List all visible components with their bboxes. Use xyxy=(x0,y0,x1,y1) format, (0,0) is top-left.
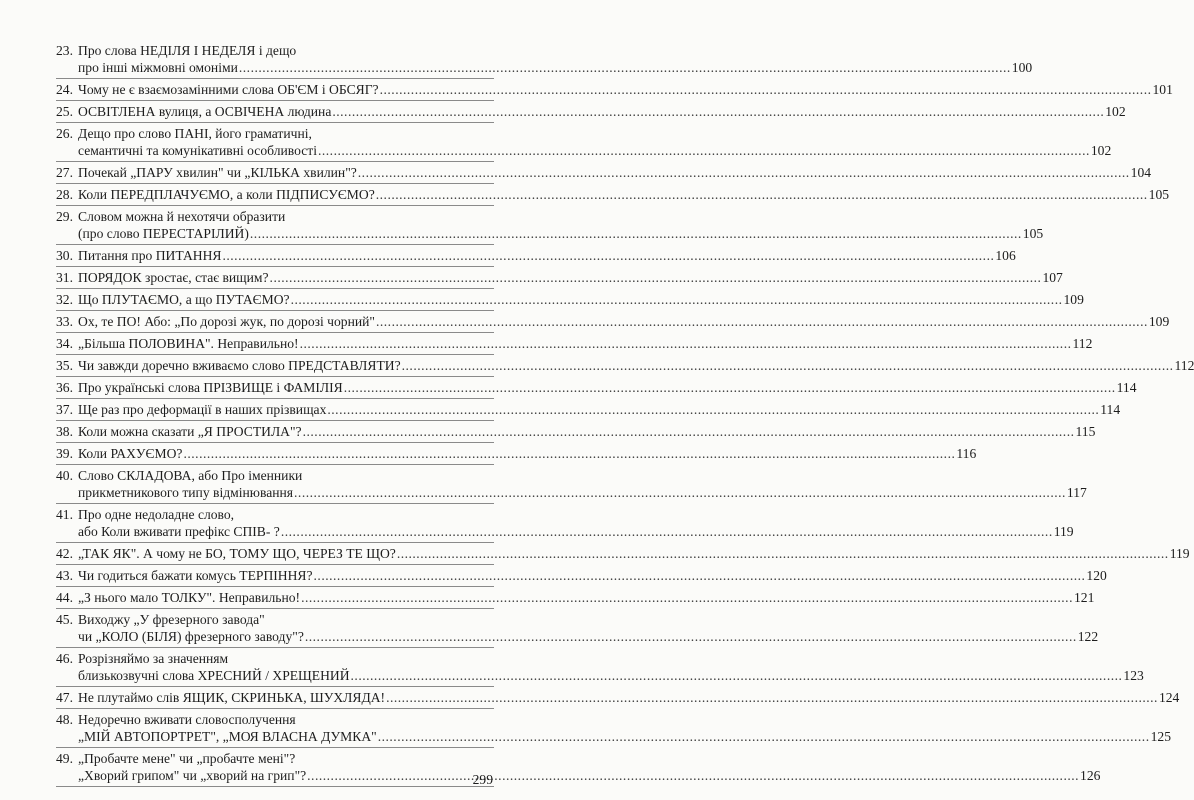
dot-leader xyxy=(378,728,1150,745)
toc-entry-number: 42. xyxy=(56,546,73,561)
toc-entry-page: 112 xyxy=(1072,336,1093,351)
toc-entry-number: 40. xyxy=(56,468,73,483)
dot-leader xyxy=(314,567,1086,584)
toc-entry-number: 37. xyxy=(56,402,73,417)
toc-entry-number: 47. xyxy=(56,690,73,705)
toc-entry-title: Словом можна й нехотячи образити xyxy=(78,209,286,224)
toc-entry-number: 29. xyxy=(56,209,73,224)
toc-entry-line xyxy=(56,247,1016,264)
toc-entry-number: 34. xyxy=(56,336,73,351)
toc-entry-line xyxy=(56,423,1096,440)
toc-entry-title: ОСВІТЛЕНА вулиця, а ОСВІЧЕНА людина xyxy=(78,104,332,119)
toc-entry-line xyxy=(56,186,1170,203)
toc-entry-number: 38. xyxy=(56,424,73,439)
dot-leader xyxy=(397,545,1169,562)
toc-entry-title: близькозвучні слова ХРЕСНИЙ / ХРЕЩЕНИЙ xyxy=(78,668,350,683)
dot-leader xyxy=(344,379,1116,396)
toc-entry-line xyxy=(56,125,494,142)
dot-leader xyxy=(305,628,1077,645)
toc-entry-number: 24. xyxy=(56,82,73,97)
dot-leader xyxy=(376,313,1148,330)
toc-entry-title: Чи годиться бажати комусь ТЕРПІННЯ? xyxy=(78,568,313,583)
toc-entry xyxy=(56,709,1171,748)
toc-entry xyxy=(56,609,1099,648)
toc-entry-page: 101 xyxy=(1152,82,1173,97)
toc-entry xyxy=(56,543,1190,565)
toc-entry-page: 126 xyxy=(1080,768,1101,783)
toc-entry-line xyxy=(56,650,494,667)
dot-leader xyxy=(270,269,1042,286)
toc-entry-page: 115 xyxy=(1075,424,1096,439)
dot-leader xyxy=(351,667,1123,684)
toc-entry-page: 105 xyxy=(1022,226,1044,241)
dot-leader xyxy=(307,767,1079,784)
dot-leader xyxy=(294,484,1066,501)
toc-entry xyxy=(56,184,1170,206)
toc-entry-title: чи „КОЛО (БІЛЯ) фрезерного заводу"? xyxy=(78,629,304,644)
toc-entry-line xyxy=(56,291,1084,308)
toc-entry-number: 23. xyxy=(56,43,73,58)
toc-entry-title: Про слова НЕДІЛЯ І НЕДЕЛЯ і дещо xyxy=(78,43,297,58)
toc-entry xyxy=(56,311,1170,333)
toc-entry-number: 36. xyxy=(56,380,73,395)
toc-entry-page: 121 xyxy=(1073,590,1095,605)
toc-entry-title: „МІЙ АВТОПОРТРЕТ", „МОЯ ВЛАСНА ДУМКА" xyxy=(78,729,377,744)
toc-entry-number: 35. xyxy=(56,358,73,373)
toc-entry-line xyxy=(56,506,494,523)
toc-entry-page: 112 xyxy=(1174,358,1194,373)
dot-leader xyxy=(281,523,1053,540)
toc-entry-line xyxy=(56,767,1101,784)
dot-leader xyxy=(376,186,1148,203)
toc-entry-line xyxy=(56,689,1180,706)
toc-entry-number: 46. xyxy=(56,651,73,666)
toc-entry xyxy=(56,399,1121,421)
toc-entry-title: прикметникового типу відмінювання xyxy=(78,485,294,500)
dot-leader xyxy=(386,689,1158,706)
dot-leader xyxy=(222,247,994,264)
toc-entry-title: Коли РАХУЄМО? xyxy=(78,446,183,461)
toc-entry-page: 114 xyxy=(1100,402,1121,417)
toc-entry xyxy=(56,504,1074,543)
toc-entry xyxy=(56,267,1063,289)
toc-entry-title: Розрізняймо за значенням xyxy=(78,651,229,666)
toc-entry xyxy=(56,101,1126,123)
toc-entry xyxy=(56,687,1180,709)
dot-leader xyxy=(291,291,1063,308)
toc-entry-title: про інші міжмовні омоніми xyxy=(78,60,238,75)
toc-entry-page: 123 xyxy=(1123,668,1144,683)
toc-entry-title: Чи завжди доречно вживаємо слово ПРЕДСТАВЛЯТИ? xyxy=(78,358,401,373)
toc-entry-line xyxy=(56,164,1152,181)
toc-entry xyxy=(56,355,1194,377)
toc-entry-number: 30. xyxy=(56,248,73,263)
toc-entry-page: 107 xyxy=(1042,270,1063,285)
toc-entry-line xyxy=(56,81,1173,98)
dot-leader xyxy=(303,423,1075,440)
toc-entry-line xyxy=(56,357,1194,374)
toc-entry-line xyxy=(56,589,1095,606)
toc-entry xyxy=(56,206,1044,245)
toc-entry-title: (про слово ПЕРЕСТАРІЛИЙ) xyxy=(78,226,249,241)
toc-entry-line xyxy=(56,335,1093,352)
toc-entry-title: Питання про ПИТАННЯ xyxy=(78,248,222,263)
toc-entry-title: або Коли вживати префікс СПІВ- ? xyxy=(78,524,280,539)
toc-entry-line xyxy=(56,401,1121,418)
toc-entry xyxy=(56,648,1144,687)
toc-entry-title: Виходжу „У фрезерного завода" xyxy=(78,612,265,627)
toc-entry xyxy=(56,443,977,465)
dot-leader xyxy=(318,142,1090,159)
dot-leader xyxy=(332,103,1104,120)
toc-entry-title: Дещо про слово ПАНІ, його граматичні, xyxy=(78,126,312,141)
toc-entry-page: 109 xyxy=(1148,314,1170,329)
dot-leader xyxy=(301,589,1073,606)
toc-entry-number: 48. xyxy=(56,712,73,727)
dot-leader xyxy=(183,445,955,462)
toc-entry-line xyxy=(56,711,494,728)
toc-entry-title: Про українські слова ПРІЗВИЩЕ і ФАМІЛІЯ xyxy=(78,380,343,395)
toc-entry-line xyxy=(56,750,494,767)
toc-entry-number: 39. xyxy=(56,446,73,461)
toc-entry-number: 27. xyxy=(56,165,73,180)
toc-entry-line xyxy=(56,379,1137,396)
dot-leader xyxy=(327,401,1099,418)
dot-leader xyxy=(402,357,1174,374)
toc-entry-line xyxy=(56,59,1033,76)
toc-entry xyxy=(56,421,1096,443)
toc-entry-line xyxy=(56,523,1074,540)
toc-entry-line xyxy=(56,103,1126,120)
toc-entry-title: Не плутаймо слів ЯЩИК, СКРИНЬКА, ШУХЛЯДА! xyxy=(78,690,386,705)
toc-entry-page: 120 xyxy=(1086,568,1107,583)
dot-leader xyxy=(358,164,1130,181)
toc-entry-number: 31. xyxy=(56,270,73,285)
toc-entry-number: 28. xyxy=(56,187,73,202)
toc-entry-title: „Більша ПОЛОВИНА". Неправильно! xyxy=(78,336,299,351)
toc-entry-line xyxy=(56,484,1087,501)
toc-entry-number: 41. xyxy=(56,507,73,522)
toc-entry xyxy=(56,79,1173,101)
toc-entry-line xyxy=(56,269,1063,286)
toc-entry-line xyxy=(56,142,1112,159)
toc-entry-page: 100 xyxy=(1011,60,1033,75)
toc-entry-title: Ще раз про деформації в наших прізвищах xyxy=(78,402,327,417)
toc-entry-line xyxy=(56,42,494,59)
toc-entry-line xyxy=(56,567,1107,584)
toc-entry-line xyxy=(56,313,1170,330)
toc-entry-title: Слово СКЛАДОВА, або Про іменники xyxy=(78,468,303,483)
dot-leader xyxy=(250,225,1022,242)
dot-leader xyxy=(300,335,1072,352)
toc-entry-title: „ТАК ЯК". А чому не БО, ТОМУ ЩО, ЧЕРЕЗ ТЕ ЩО? xyxy=(78,546,396,561)
toc-entry-page: 106 xyxy=(995,248,1016,263)
toc-entry-line xyxy=(56,667,1144,684)
toc-entry-page: 102 xyxy=(1105,104,1126,119)
toc-entry-line xyxy=(56,628,1099,645)
dot-leader xyxy=(239,59,1011,76)
toc-entry xyxy=(56,123,1112,162)
toc-entry-page: 102 xyxy=(1090,143,1112,158)
toc-entry xyxy=(56,333,1093,355)
dot-leader xyxy=(380,81,1152,98)
toc-entry-page: 119 xyxy=(1169,546,1190,561)
toc-entry-line xyxy=(56,467,494,484)
toc-entry-title: „З нього мало ТОЛКУ". Неправильно! xyxy=(78,590,301,605)
toc-entry-page: 125 xyxy=(1150,729,1171,744)
toc-entry-number: 33. xyxy=(56,314,73,329)
toc-entry-title: „Хворий грипом" чи „хворий на грип"? xyxy=(78,768,307,783)
toc-entry-number: 43. xyxy=(56,568,73,583)
toc-entry-number: 25. xyxy=(56,104,73,119)
toc-entry-title: Недоречно вживати словосполучення xyxy=(78,712,296,727)
table-of-contents xyxy=(56,40,1194,787)
toc-entry-title: Коли можна сказати „Я ПРОСТИЛА"? xyxy=(78,424,302,439)
toc-entry xyxy=(56,748,1101,787)
toc-entry-title: Чому не є взаємозамінними слова ОБ'ЄМ і ОБСЯГ? xyxy=(78,82,379,97)
toc-entry-page: 117 xyxy=(1066,485,1087,500)
toc-entry-number: 44. xyxy=(56,590,73,605)
toc-entry-number: 45. xyxy=(56,612,73,627)
toc-entry xyxy=(56,289,1084,311)
toc-entry-title: Коли ПЕРЕДПЛАЧУЄМО, а коли ПІДПИСУЄМО? xyxy=(78,187,375,202)
toc-entry-page: 109 xyxy=(1063,292,1084,307)
page-number: 299 xyxy=(472,772,493,787)
toc-entry-page: 105 xyxy=(1148,187,1170,202)
toc-entry xyxy=(56,162,1152,184)
toc-entry-page: 114 xyxy=(1116,380,1137,395)
toc-entry-line xyxy=(56,445,977,462)
toc-entry-line xyxy=(56,208,494,225)
toc-entry-number: 26. xyxy=(56,126,73,141)
toc-entry-page: 104 xyxy=(1130,165,1152,180)
toc-entry xyxy=(56,465,1087,504)
toc-entry xyxy=(56,587,1095,609)
toc-entry-title: семантичні та комунікативні особливості xyxy=(78,143,317,158)
toc-entry-title: Почекай „ПАРУ хвилин" чи „КІЛЬКА хвилин"? xyxy=(78,165,357,180)
toc-entry-title: Ох, те ПО! Або: „По дорозі жук, по дорозі чорний" xyxy=(78,314,375,329)
toc-entry-page: 122 xyxy=(1077,629,1099,644)
toc-entry-title: Про одне недоладне слово, xyxy=(78,507,235,522)
toc-entry-title: „Пробачте мене" чи „пробачте мені"? xyxy=(78,751,296,766)
toc-entry-page: 119 xyxy=(1053,524,1074,539)
toc-entry-line xyxy=(56,728,1171,745)
toc-entry xyxy=(56,245,1016,267)
toc-entry-number: 49. xyxy=(56,751,73,766)
toc-entry xyxy=(56,377,1137,399)
toc-entry-line xyxy=(56,225,1044,242)
toc-entry-page: 116 xyxy=(956,446,977,461)
toc-entry xyxy=(56,40,1033,79)
toc-entry xyxy=(56,565,1107,587)
toc-entry-number: 32. xyxy=(56,292,73,307)
toc-entry-page: 124 xyxy=(1158,690,1180,705)
toc-entry-title: ПОРЯДОК зростає, стає вищим? xyxy=(78,270,269,285)
toc-entry-line xyxy=(56,611,494,628)
toc-entry-line xyxy=(56,545,1190,562)
toc-entry-title: Що ПЛУТАЄМО, а що ПУТАЄМО? xyxy=(78,292,290,307)
